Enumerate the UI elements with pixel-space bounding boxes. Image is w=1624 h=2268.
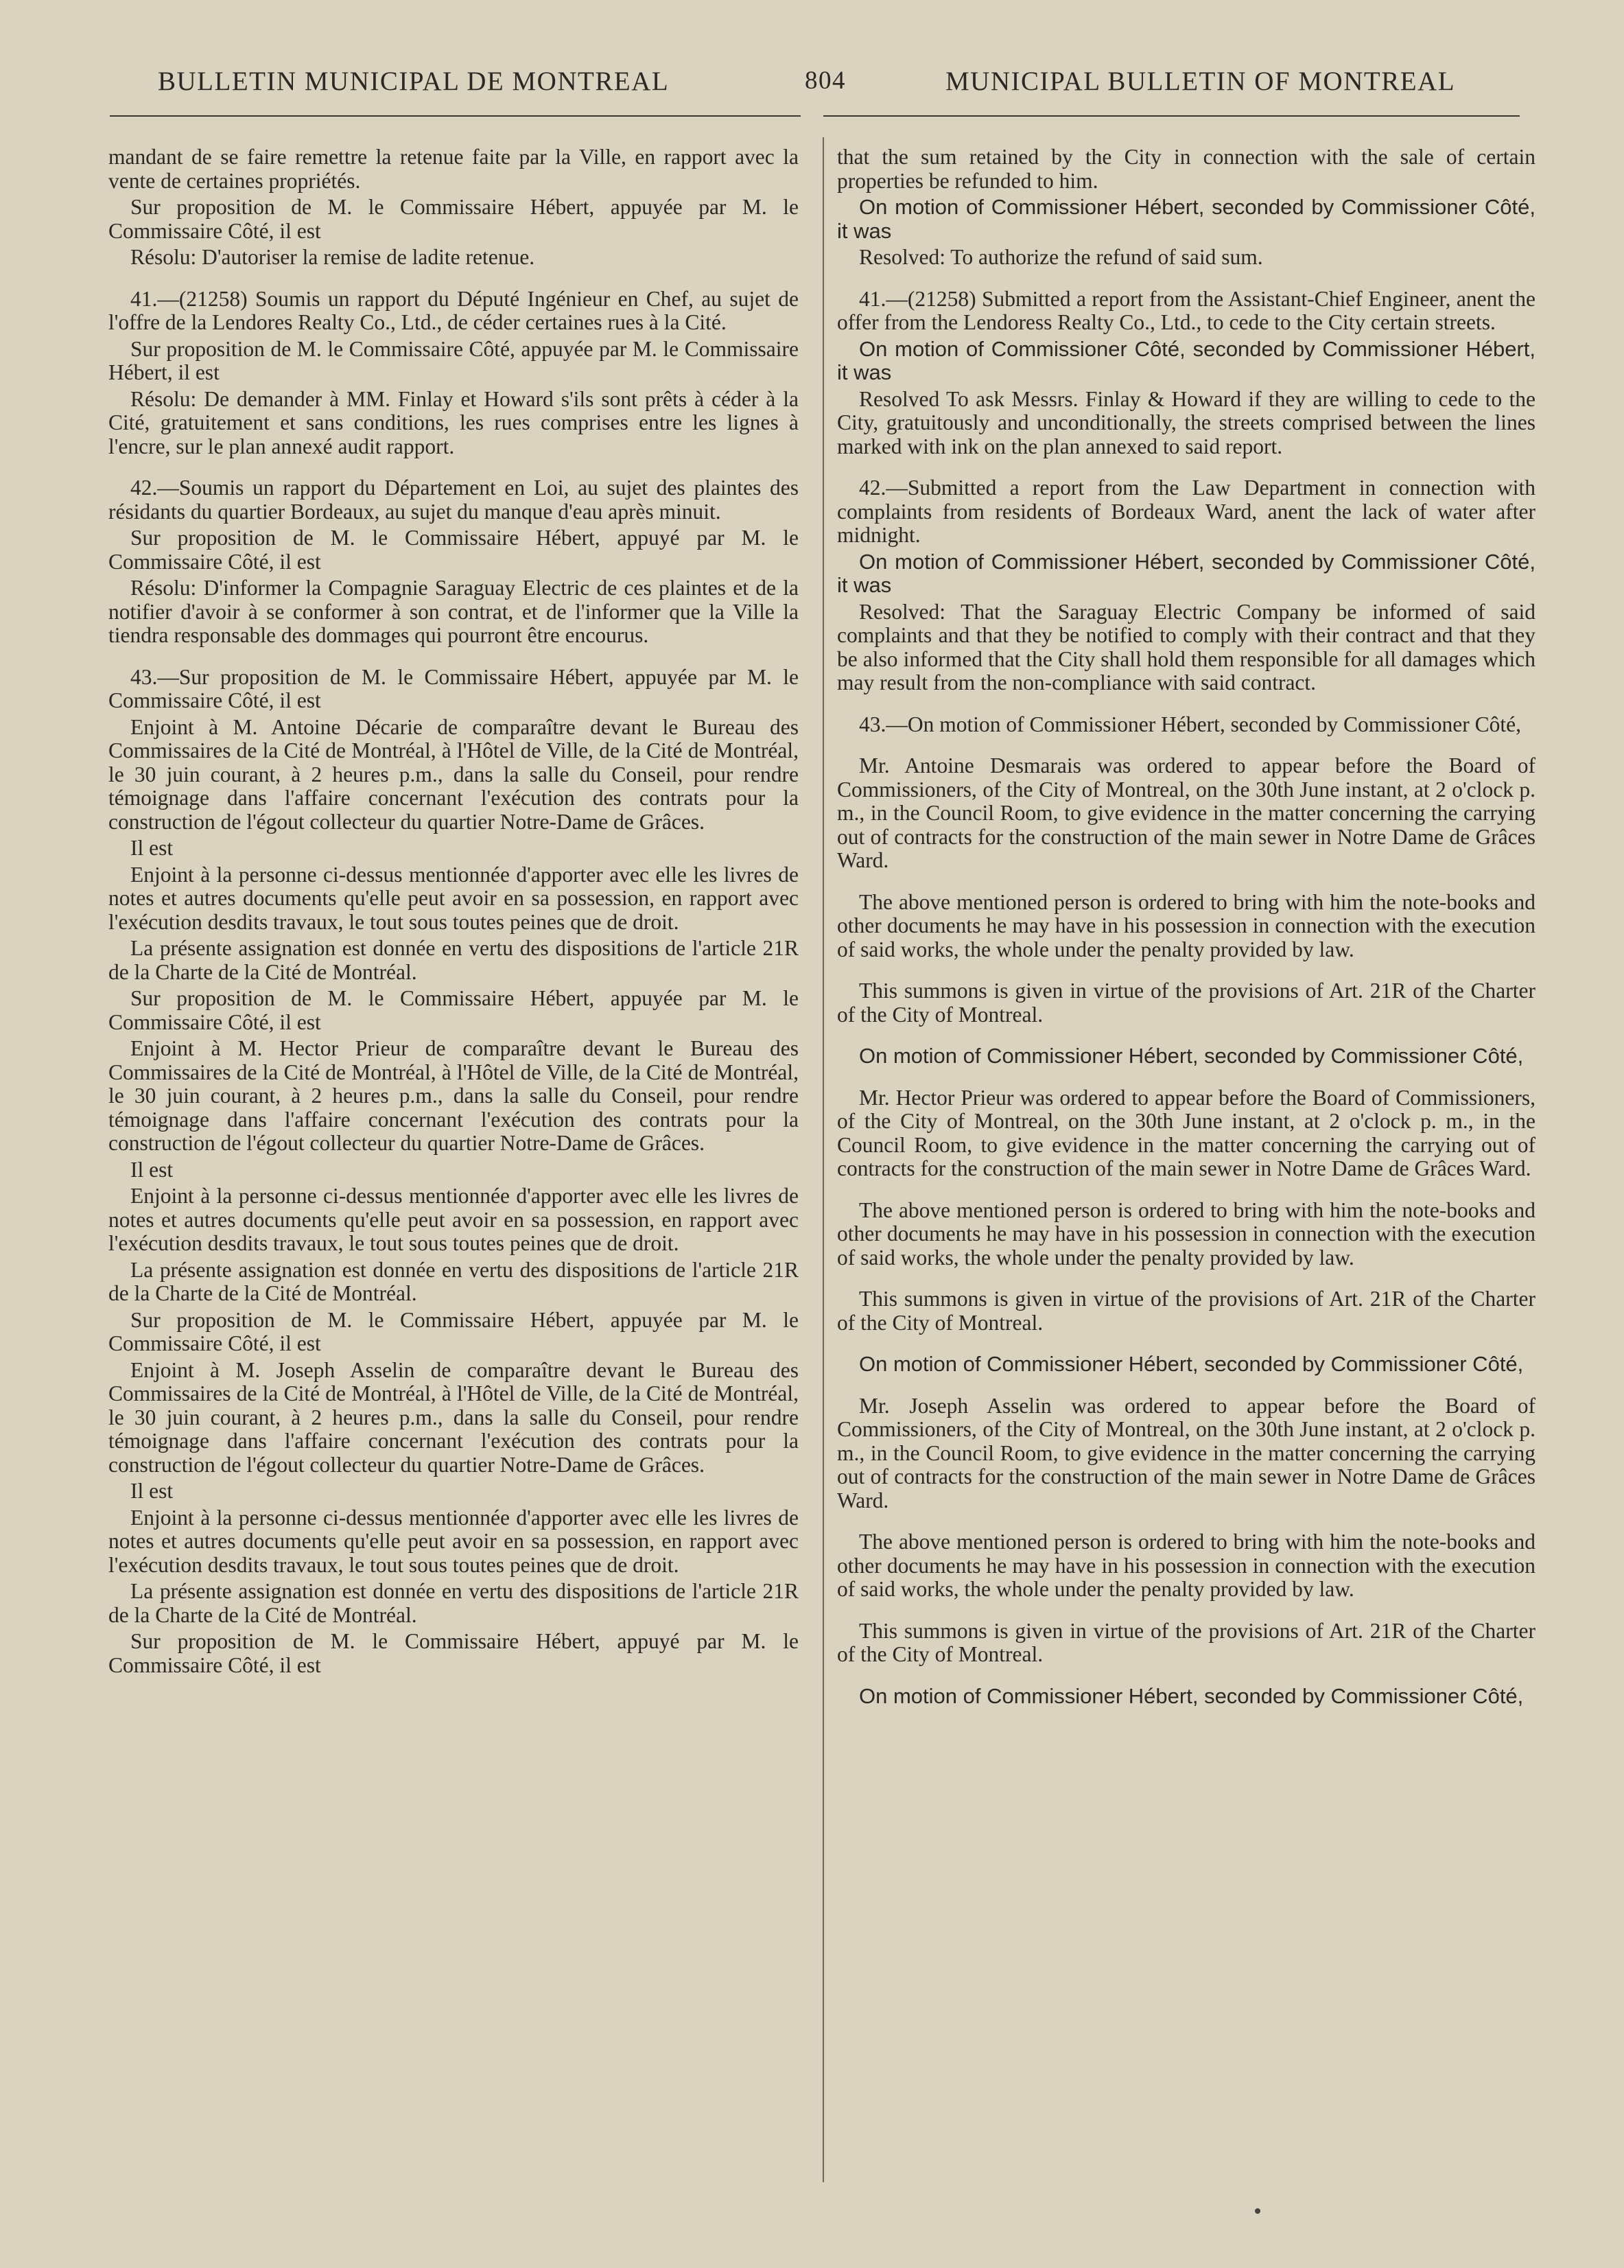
paragraph: This summons is given in virtue of the provisions of Art. 21R of the Charter of the City of Montreal. xyxy=(837,979,1535,1027)
paragraph: Enjoint à la personne ci-dessus mentionnée d'apporter avec elle les livres de notes et autres documents qu'elle peut avoir en sa possession, en rapport avec l'exécution desdits travaux, le tout sous toutes peines que de droit. xyxy=(108,862,799,934)
paragraph: Enjoint à M. Hector Prieur de comparaître devant le Bureau des Commissaires de la Cité de Montréal, à l'Hôtel de Ville, de la Cité de Montréal, le 30 juin courant, à 2 heures p.m., dans la salle du Conseil, pour rendre témoignage dans l'affaire concernant l'exécution des contrats pour la construction de l'égout collecteur du quartier Notre-Dame de Grâces. xyxy=(108,1036,799,1155)
paragraph: 43.—On motion of Commissioner Hébert, seconded by Commissioner Côté, xyxy=(859,712,1522,736)
header-title-english: MUNICIPAL BULLETIN OF MONTREAL xyxy=(945,67,1456,96)
column-divider xyxy=(823,137,824,2182)
page-number: 804 xyxy=(805,67,846,95)
paragraph: This summons is given in virtue of the provisions of Art. 21R of the Charter of the City of Montreal. xyxy=(837,1287,1535,1335)
paragraph: 41.—(21258) Submitted a report from the Assistant-Chief Engineer, anent the offer from the Lendoress Realty Co., Ltd., to cede to the City certain streets. xyxy=(837,286,1535,334)
paragraph: Mr. Joseph Asselin was ordered to appear before the Board of Commissioners, of the City of Montreal, on the 30th June instant, at 2 o'clock p. m., in the Council Room, to give evidence in the matter concerning the carrying out of contracts for the construction of the main sewer in Notre Dame de Grâces Ward. xyxy=(837,1393,1535,1512)
paragraph: Resolved: That the Saraguay Electric Company be informed of said complaints and that they be notified to comply with their contract and that they be also informed that the City shall hold them responsible for all damages which may result from the non-compliance with said contract. xyxy=(837,599,1535,694)
motion-line: On motion of Commissioner Hébert, seconded by Commissioner Côté, xyxy=(859,1044,1524,1068)
motion-line: On motion of Commissioner Hébert, seconded by Commissioner Côté, it was xyxy=(837,195,1535,243)
paragraph: Mr. Antoine Desmarais was ordered to appear before the Board of Commissioners, of the City of Montreal, on the 30th June instant, at 2 o'clock p. m., in the Council Room, to give evidence in the matter concerning the carrying out of contracts for the construction of the main sewer in Notre Dame de Grâces Ward. xyxy=(837,753,1535,872)
paragraph: Enjoint à la personne ci-dessus mentionnée d'apporter avec elle les livres de notes et autres documents qu'elle peut avoir en sa possession, en rapport avec l'exécution desdits travaux, le tout sous toutes peines que de droit. xyxy=(108,1505,799,1577)
header-rule-right xyxy=(823,115,1520,117)
paragraph: Il est xyxy=(130,1479,174,1503)
paragraph: 41.—(21258) Soumis un rapport du Député Ingénieur en Chef, au sujet de l'offre de la Lendores Realty Co., Ltd., de céder certaines rues à la Cité. xyxy=(108,286,799,334)
paragraph: The above mentioned person is ordered to bring with him the note-books and other documents he may have in his possession in connection with the execution of said works, the whole under the penalty provided by law. xyxy=(837,889,1535,961)
header-rule-left xyxy=(110,115,801,117)
paragraph: Sur proposition de M. le Commissaire Hébert, appuyé par M. le Commissaire Côté, il est xyxy=(108,1629,799,1677)
paragraph: This summons is given in virtue of the provisions of Art. 21R of the Charter of the City of Montreal. xyxy=(837,1618,1535,1666)
paragraph: The above mentioned person is ordered to bring with him the note-books and other documents he may have in his possession in connection with the execution of said works, the whole under the penalty provided by law. xyxy=(837,1530,1535,1601)
paragraph: Il est xyxy=(130,1157,174,1182)
ink-speck xyxy=(1255,2208,1260,2214)
paragraph: Il est xyxy=(130,836,174,860)
paragraph: 43.—Sur proposition de M. le Commissaire Hébert, appuyée par M. le Commissaire Côté, il est xyxy=(108,664,799,712)
paragraph: Resolved To ask Messrs. Finlay & Howard if they are willing to cede to the City, gratuitously and unconditionally, the streets comprised between the lines marked with ink on the plan annexed to said report. xyxy=(837,386,1535,458)
paragraph: Sur proposition de M. le Commissaire Hébert, appuyée par M. le Commissaire Côté, il est xyxy=(108,1307,799,1355)
paragraph: Résolu: D'autoriser la remise de ladite retenue. xyxy=(130,245,535,269)
paragraph: Sur proposition de M. le Commissaire Hébert, appuyé par M. le Commissaire Côté, il est xyxy=(108,526,799,574)
paragraph: The above mentioned person is ordered to bring with him the note-books and other documents he may have in his possession in connection with the execution of said works, the whole under the penalty provided by law. xyxy=(837,1197,1535,1270)
paragraph: Résolu: D'informer la Compagnie Saraguay Electric de ces plaintes et de la notifier d'avoir à se conformer à son contrat, et de l'informer que la Ville la tiendra responsable des dommages qui pourront être encourus. xyxy=(108,576,799,647)
paragraph: Enjoint à la personne ci-dessus mentionnée d'apporter avec elle les livres de notes et autres documents qu'elle peut avoir en sa possession, en rapport avec l'exécution desdits travaux, le tout sous toutes peines que de droit. xyxy=(108,1184,799,1255)
paragraph: Sur proposition de M. le Commissaire Hébert, appuyée par M. le Commissaire Côté, il est xyxy=(108,195,799,243)
paragraph: La présente assignation est donnée en vertu des dispositions de l'article 21R de la Charte de la Cité de Montréal. xyxy=(108,936,799,984)
motion-line: On motion of Commissioner Hébert, seconded by Commissioner Côté, xyxy=(859,1683,1524,1708)
english-column xyxy=(837,145,1535,1711)
paragraph: La présente assignation est donnée en vertu des dispositions de l'article 21R de la Charte de la Cité de Montréal. xyxy=(108,1257,799,1305)
paragraph: Résolu: De demander à MM. Finlay et Howard s'ils sont prêts à céder à la Cité, gratuitement et sans conditions, les rues comprises entre les lignes à l'encre, sur le plan annexé audit rapport. xyxy=(108,386,799,458)
paragraph: Sur proposition de M. le Commissaire Côté, appuyée par M. le Commissaire Hébert, il est xyxy=(108,336,799,384)
paragraph: Mr. Hector Prieur was ordered to appear before the Board of Commissioners, of the City of Montreal, on the 30th June instant, at 2 o'clock p. m., in the Council Room, to give evidence in the matter concerning the carrying out of contracts for the construction of the main sewer in Notre Dame de Grâces Ward. xyxy=(837,1085,1535,1180)
paragraph: Enjoint à M. Joseph Asselin de comparaître devant le Bureau des Commissaires de la Cité de Montréal, à l'Hôtel de Ville, de la Cité de Montréal, le 30 juin courant, à 2 heures p.m., dans la salle du Conseil, pour rendre témoignage dans l'affaire concernant l'exécution des contrats pour la construction de l'égout collecteur du quartier Notre-Dame de Grâces. xyxy=(108,1357,799,1477)
paragraph: 42.—Soumis un rapport du Département en Loi, au sujet des plaintes des résidants du quartier Bordeaux, au sujet du manque d'eau après minuit. xyxy=(108,476,799,524)
paragraph: that the sum retained by the City in connection with the sale of certain properties be refunded to him. xyxy=(837,145,1535,193)
paragraph: 42.—Submitted a report from the Law Department in connection with complaints from residents of Bordeaux Ward, anent the lack of water after midnight. xyxy=(837,476,1535,547)
paragraph: Sur proposition de M. le Commissaire Hébert, appuyée par M. le Commissaire Côté, il est xyxy=(108,986,799,1034)
paragraph: mandant de se faire remettre la retenue faite par la Ville, en rapport avec la vente de certaines propriétés. xyxy=(108,145,799,193)
paragraph: La présente assignation est donnée en vertu des dispositions de l'article 21R de la Charte de la Cité de Montréal. xyxy=(108,1579,799,1627)
motion-line: On motion of Commissioner Hébert, seconded by Commissioner Côté, xyxy=(859,1352,1524,1376)
motion-line: On motion of Commissioner Côté, seconded by Commissioner Hébert, it was xyxy=(837,336,1535,384)
french-column xyxy=(108,145,799,1680)
header-title-french: BULLETIN MUNICIPAL DE MONTREAL xyxy=(158,67,670,96)
motion-line: On motion of Commissioner Hébert, seconded by Commissioner Côté, it was xyxy=(837,549,1535,597)
paragraph: Enjoint à M. Antoine Décarie de comparaître devant le Bureau des Commissaires de la Cité de Montréal, à l'Hôtel de Ville, de la Cité de Montréal, le 30 juin courant, à 2 heures p.m., dans la salle du Conseil, pour rendre témoignage dans l'affaire concernant l'exécution des contrats pour la construction de l'égout collecteur du quartier Notre-Dame de Grâces. xyxy=(108,714,799,834)
paragraph: Resolved: To authorize the refund of said sum. xyxy=(859,245,1263,269)
